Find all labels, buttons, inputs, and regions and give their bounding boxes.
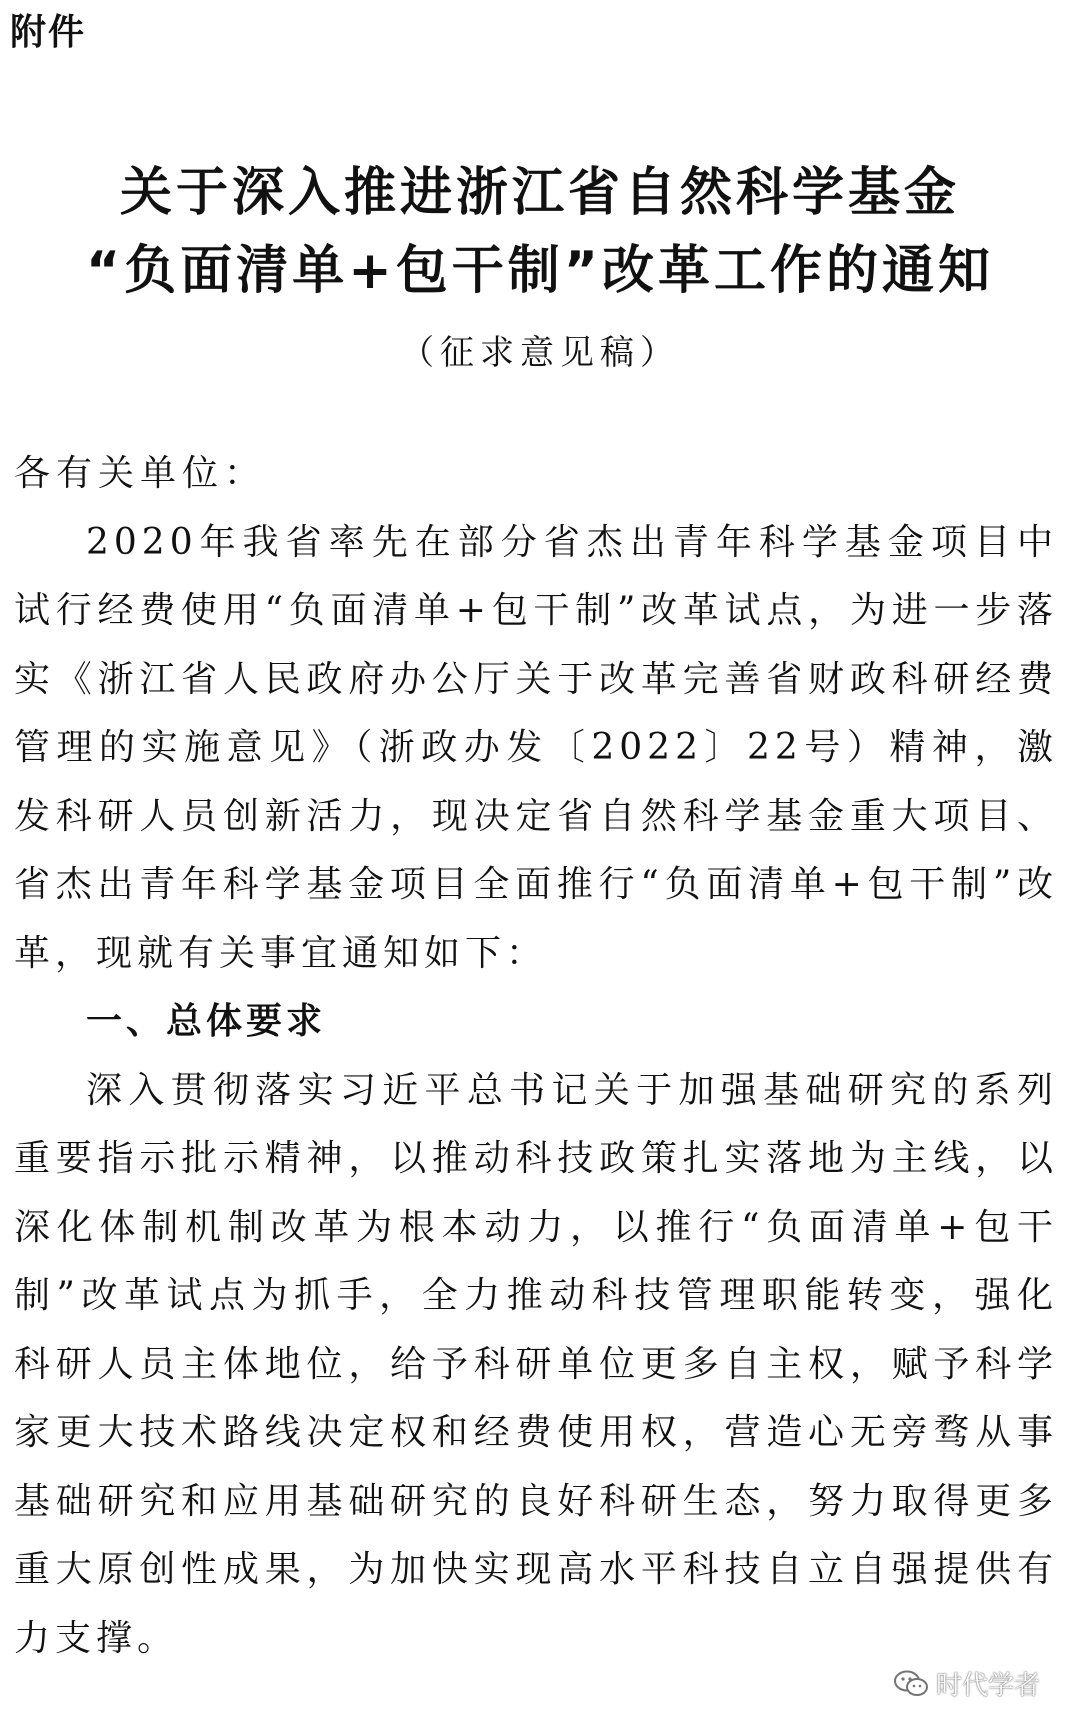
section-paragraph: 深入贯彻落实习近平总书记关于加强基础研究的系列重要指示批示精神，以推动科技政策扎实落地为主线，以深化体制机制改革为根本动力，以推行“负面清单+包干制”改革试点为抓手，全力推动科技管理职能转变，强化科研人员主体地位，给予科研单位更多自主权，赋予科学家更大技术路线决定权和经费使用权，营造心无旁骛从事基础研究和应用基础研究的良好科研生态，努力取得更多重大原创性成果，为加快实现高水平科技自立自强提供有力支撑。 <box>14 1069 1058 1659</box>
salutation: 各有关单位： <box>14 453 267 494</box>
wechat-icon <box>894 1670 928 1698</box>
watermark <box>894 1665 1040 1702</box>
document-subtitle: （征求意见稿） <box>400 333 680 373</box>
document-body <box>14 440 1058 1673</box>
intro-paragraph: 2020年我省率先在部分省杰出青年科学基金项目中试行经费使用“负面清单+包干制”改革试点，为进一步落实《浙江省人民政府办公厅关于改革完善省财政科研经费管理的实施意见》（浙政办发〔2022〕22号）精神，激发科研人员创新活力，现决定省自然科学基金重大项目、省杰出青年科学基金项目全面推行“负面清单+包干制”改革，现就有关事宜通知如下： <box>14 521 1058 974</box>
watermark-text: 时代学者 <box>935 1671 1040 1701</box>
document-title-line-1: 关于深入推进浙江省自然科学基金 <box>119 163 960 223</box>
attachment-label: 附件 <box>10 12 87 53</box>
document-title-line-2: “负面清单+包干制”改革工作的通知 <box>86 241 994 301</box>
section-heading: 一、总体要求 <box>86 1001 327 1042</box>
